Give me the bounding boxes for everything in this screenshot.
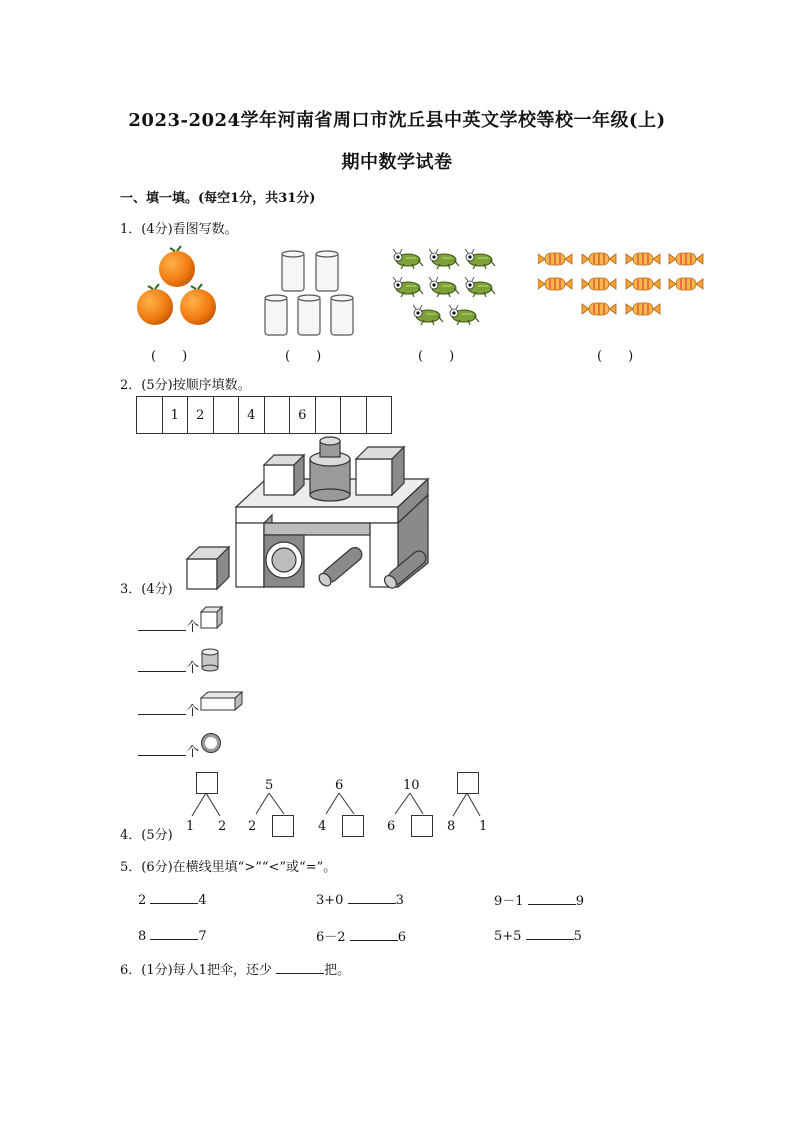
compare-right: 6 [397,930,406,945]
q6-text-after: 把。 [324,963,351,978]
compare-right: 3 [395,893,404,908]
bond-left-value: 1 [186,819,195,834]
orange-right [180,284,216,325]
answer-paren-2[interactable]: ( ) [285,349,322,364]
compare-right: 7 [198,929,207,944]
bond-right-box[interactable] [272,815,294,837]
candies-picture [538,251,708,321]
q3-unit: 个 [186,704,200,719]
compare-item [494,890,584,909]
cylinder-icon [200,648,222,672]
q5-label: 5．(6分)在横线里填“>”“<”或“=”。 [120,860,337,875]
q3-blank-cube[interactable] [138,617,186,631]
compare-blank[interactable] [150,890,198,904]
q3-row-cuboid [138,700,199,719]
q3-blank-cuboid[interactable] [138,701,186,715]
seq-cell-9[interactable] [341,397,367,433]
seq-cell-8[interactable] [316,397,342,433]
seq-cell-6[interactable] [265,397,291,433]
q3-unit: 个 [186,745,200,760]
number-bond-5 [444,772,494,838]
compare-right: 9 [575,894,584,909]
q3-row-cube [138,616,199,635]
number-bond-1 [184,772,234,838]
grasshoppers-picture [390,244,502,332]
compare-item [138,890,207,908]
seq-cell-3: 2 [188,397,214,433]
seq-cell-5: 4 [239,397,265,433]
compare-item [316,890,404,908]
q1-label: 1．(4分)看图写数。 [120,222,238,237]
compare-item [316,926,406,945]
bond-top-box[interactable] [196,772,218,794]
bond-left-value: 8 [447,819,456,834]
q3-row-cylinder [138,657,199,676]
compare-left: 9－1 [494,894,524,909]
number-bond-2 [246,778,302,842]
seq-cell-2: 1 [163,397,189,433]
section-heading: 一、填一填。(每空1分，共31分) [120,191,316,206]
cube-icon [200,606,224,630]
compare-blank[interactable] [350,927,398,941]
compare-blank[interactable] [150,926,198,940]
cuboid-icon [200,690,244,712]
compare-right: 5 [573,929,582,944]
compare-item [494,926,582,944]
compare-blank[interactable] [528,891,576,905]
paper-title-line1: 2023-2024学年河南省周口市沈丘县中英文学校等校一年级(上) [128,110,666,131]
compare-item [138,926,207,944]
seq-cell-10[interactable] [367,397,392,433]
bond-right-box[interactable] [342,815,364,837]
number-bond-4 [385,778,441,842]
q4-label: 4．(5分) [120,828,173,843]
solid-shapes-structure [184,435,434,591]
sphere-icon [200,732,222,754]
bond-top-value: 6 [335,778,344,793]
seq-cell-4[interactable] [214,397,240,433]
compare-left: 3+0 [316,893,344,908]
bond-right-box[interactable] [411,815,433,837]
oranges-picture [135,244,225,330]
q3-blank-cylinder[interactable] [138,658,186,672]
paper-title-line2: 期中数学试卷 [341,152,453,173]
compare-blank[interactable] [348,890,396,904]
bond-right-value: 2 [218,819,227,834]
q6-label [120,959,350,978]
q3-label: 3．(4分) [120,582,173,597]
q6-text-before: 6．(1分)每人1把伞，还少 [120,963,272,978]
q3-unit: 个 [186,661,200,676]
bond-top-value: 5 [265,778,274,793]
bond-right-value: 1 [479,819,488,834]
q6-blank[interactable] [276,960,324,974]
compare-left: 5+5 [494,929,522,944]
compare-blank[interactable] [526,926,574,940]
q3-blank-sphere[interactable] [138,742,186,756]
q3-row-sphere [138,741,199,760]
compare-left: 8 [138,929,147,944]
bond-left-value: 2 [248,819,257,834]
orange-left [137,284,173,325]
seq-cell-1[interactable] [137,397,163,433]
bond-left-value: 6 [387,819,396,834]
answer-paren-3[interactable]: ( ) [418,349,455,364]
compare-right: 4 [198,893,207,908]
number-sequence-grid [136,396,392,434]
q2-label: 2．(5分)按顺序填数。 [120,378,251,393]
answer-paren-1[interactable]: ( ) [151,349,188,364]
compare-left: 6－2 [316,930,346,945]
compare-left: 2 [138,893,147,908]
orange-top [159,246,195,287]
answer-paren-4[interactable]: ( ) [597,349,634,364]
q3-unit: 个 [186,620,200,635]
number-bond-3 [316,778,372,842]
seq-cell-7: 6 [290,397,316,433]
bond-top-value: 10 [403,778,420,793]
bond-top-box[interactable] [457,772,479,794]
bond-left-value: 4 [318,819,327,834]
cups-picture [262,249,358,339]
